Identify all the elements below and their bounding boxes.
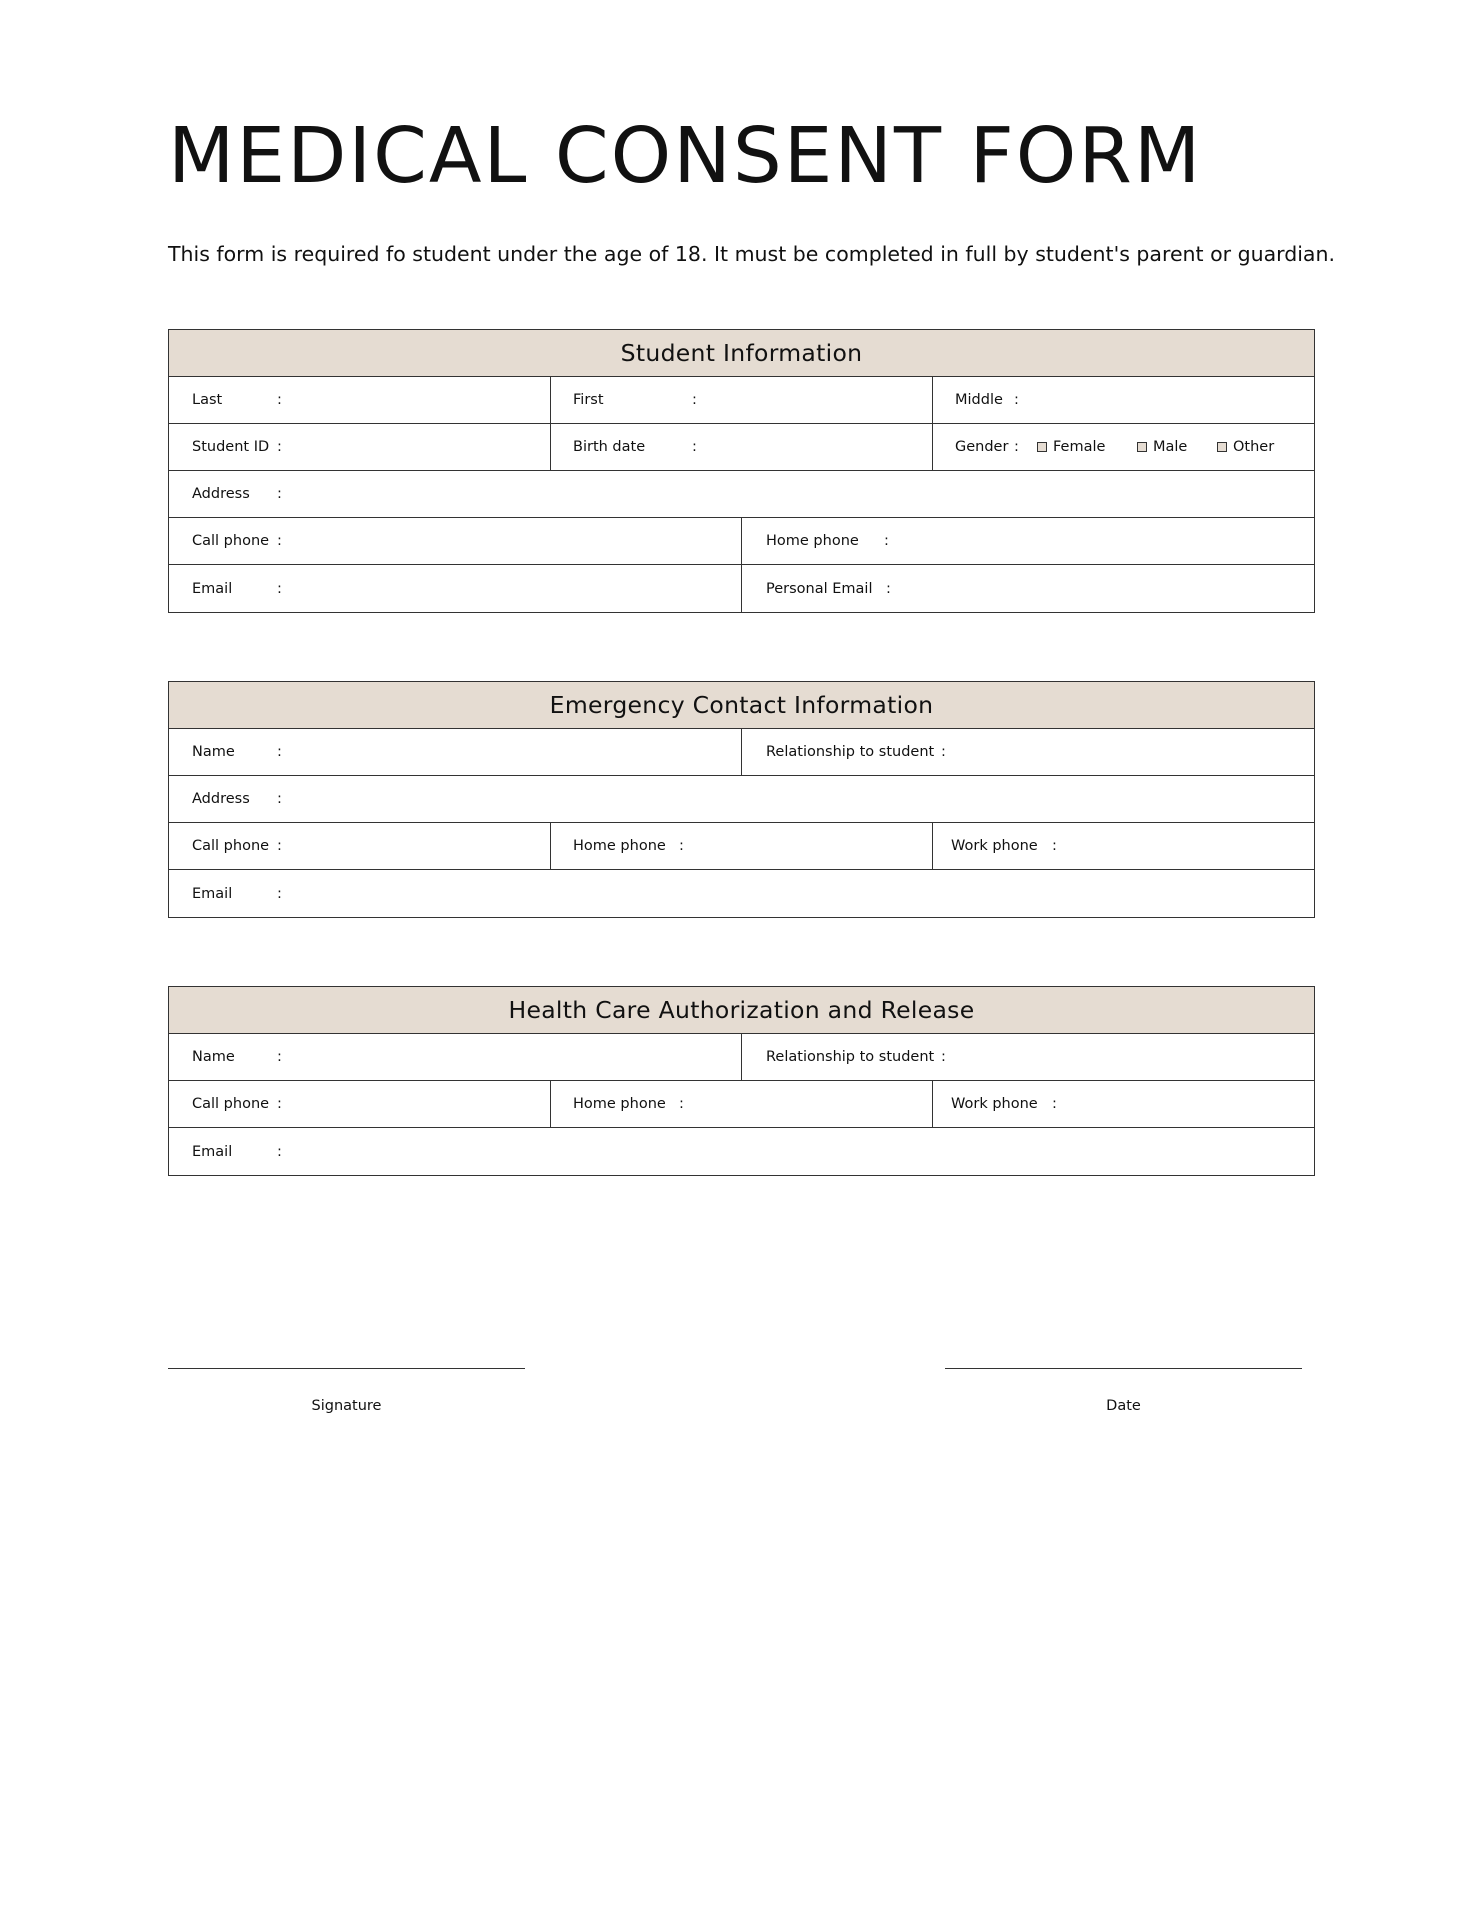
option-label: Male <box>1153 439 1188 455</box>
last-name-field[interactable] <box>169 377 551 423</box>
field-label: Name <box>192 744 235 760</box>
form-row <box>169 729 1314 776</box>
colon: : <box>692 439 697 455</box>
field-label: Home phone <box>573 838 666 854</box>
colon: : <box>277 580 282 597</box>
colon: : <box>884 533 889 549</box>
colon: : <box>1052 1096 1057 1112</box>
gender-field <box>933 424 1314 470</box>
work-phone-field[interactable] <box>933 823 1314 869</box>
section-header: Emergency Contact Information <box>169 682 1314 729</box>
gender-option-female[interactable] <box>1037 439 1105 455</box>
field-label: Home phone <box>573 1096 666 1112</box>
field-label: Call phone <box>192 1096 270 1112</box>
form-row <box>169 776 1314 823</box>
section-header: Student Information <box>169 330 1314 377</box>
colon: : <box>277 439 282 455</box>
form-row <box>169 471 1314 518</box>
colon: : <box>679 838 684 854</box>
form-row <box>169 424 1314 471</box>
form-row <box>169 1081 1314 1128</box>
colon: : <box>1014 392 1019 408</box>
option-label: Female <box>1053 439 1106 455</box>
colon: : <box>277 1143 282 1160</box>
colon: : <box>941 744 946 760</box>
form-row <box>169 1128 1314 1175</box>
student-id-field[interactable] <box>169 424 551 470</box>
checkbox-icon[interactable] <box>1137 442 1147 452</box>
colon: : <box>886 580 891 597</box>
field-label: Name <box>192 1049 235 1065</box>
name-field[interactable] <box>169 1034 742 1080</box>
colon: : <box>277 1049 282 1065</box>
form-row <box>169 377 1314 424</box>
field-label: Email <box>192 885 233 902</box>
emergency-contact-section <box>168 681 1315 918</box>
field-label: Relationship to student <box>766 1049 935 1065</box>
option-label: Other <box>1233 439 1275 455</box>
field-label: Student ID <box>192 439 270 455</box>
middle-name-field[interactable] <box>933 377 1314 423</box>
field-label: Birth date <box>573 439 646 455</box>
colon: : <box>277 885 282 902</box>
colon: : <box>277 838 282 854</box>
field-label: Middle <box>955 392 1003 408</box>
field-label: Personal Email <box>766 580 873 597</box>
field-label: Email <box>192 580 233 597</box>
colon: : <box>1052 838 1057 854</box>
form-row <box>169 1034 1314 1081</box>
field-label: Address <box>192 486 250 502</box>
colon: : <box>1014 439 1019 455</box>
field-label: Call phone <box>192 533 270 549</box>
date-line[interactable] <box>945 1368 1302 1369</box>
colon: : <box>277 392 282 408</box>
form-row <box>169 565 1314 612</box>
colon: : <box>277 533 282 549</box>
email-field[interactable] <box>169 565 742 612</box>
colon: : <box>277 791 282 807</box>
signature-line[interactable] <box>168 1368 525 1369</box>
gender-option-male[interactable] <box>1137 439 1187 455</box>
home-phone-field[interactable] <box>551 823 933 869</box>
field-label: Work phone <box>951 838 1038 854</box>
email-field[interactable] <box>169 870 1314 917</box>
form-row <box>169 823 1314 870</box>
first-name-field[interactable] <box>551 377 933 423</box>
field-label: Gender <box>955 439 1009 455</box>
signature-label: Signature <box>311 1398 382 1414</box>
field-label: Email <box>192 1143 233 1160</box>
field-label: Last <box>192 392 223 408</box>
call-phone-field[interactable] <box>169 1081 551 1127</box>
date-label: Date <box>1106 1398 1141 1414</box>
colon: : <box>692 392 697 408</box>
address-field[interactable] <box>169 471 1314 517</box>
checkbox-icon[interactable] <box>1217 442 1227 452</box>
colon: : <box>277 744 282 760</box>
personal-email-field[interactable] <box>742 565 1314 612</box>
student-information-section <box>168 329 1315 613</box>
email-field[interactable] <box>169 1128 1314 1175</box>
relationship-field[interactable] <box>742 729 1314 775</box>
colon: : <box>277 486 282 502</box>
field-label: Call phone <box>192 838 270 854</box>
field-label: Home phone <box>766 533 859 549</box>
birth-date-field[interactable] <box>551 424 933 470</box>
field-label: Address <box>192 791 250 807</box>
field-label: Relationship to student <box>766 744 935 760</box>
call-phone-field[interactable] <box>169 823 551 869</box>
intro-text: This form is required fo student under the age of 18. It must be completed in full by student's parent or guardian. <box>168 242 1336 266</box>
colon: : <box>277 1096 282 1112</box>
form-row <box>169 870 1314 917</box>
section-header: Health Care Authorization and Release <box>169 987 1314 1034</box>
colon: : <box>679 1096 684 1112</box>
work-phone-field[interactable] <box>933 1081 1314 1127</box>
call-phone-field[interactable] <box>169 518 742 564</box>
colon: : <box>941 1049 946 1065</box>
home-phone-field[interactable] <box>551 1081 933 1127</box>
relationship-field[interactable] <box>742 1034 1314 1080</box>
form-row <box>169 518 1314 565</box>
field-label: Work phone <box>951 1096 1038 1112</box>
gender-option-other[interactable] <box>1217 439 1274 455</box>
address-field[interactable] <box>169 776 1314 822</box>
name-field[interactable] <box>169 729 742 775</box>
health-care-authorization-section <box>168 986 1315 1176</box>
field-label: First <box>573 392 604 408</box>
checkbox-icon[interactable] <box>1037 442 1047 452</box>
home-phone-field[interactable] <box>742 518 1314 564</box>
page-title: MEDICAL CONSENT FORM <box>168 112 1203 201</box>
